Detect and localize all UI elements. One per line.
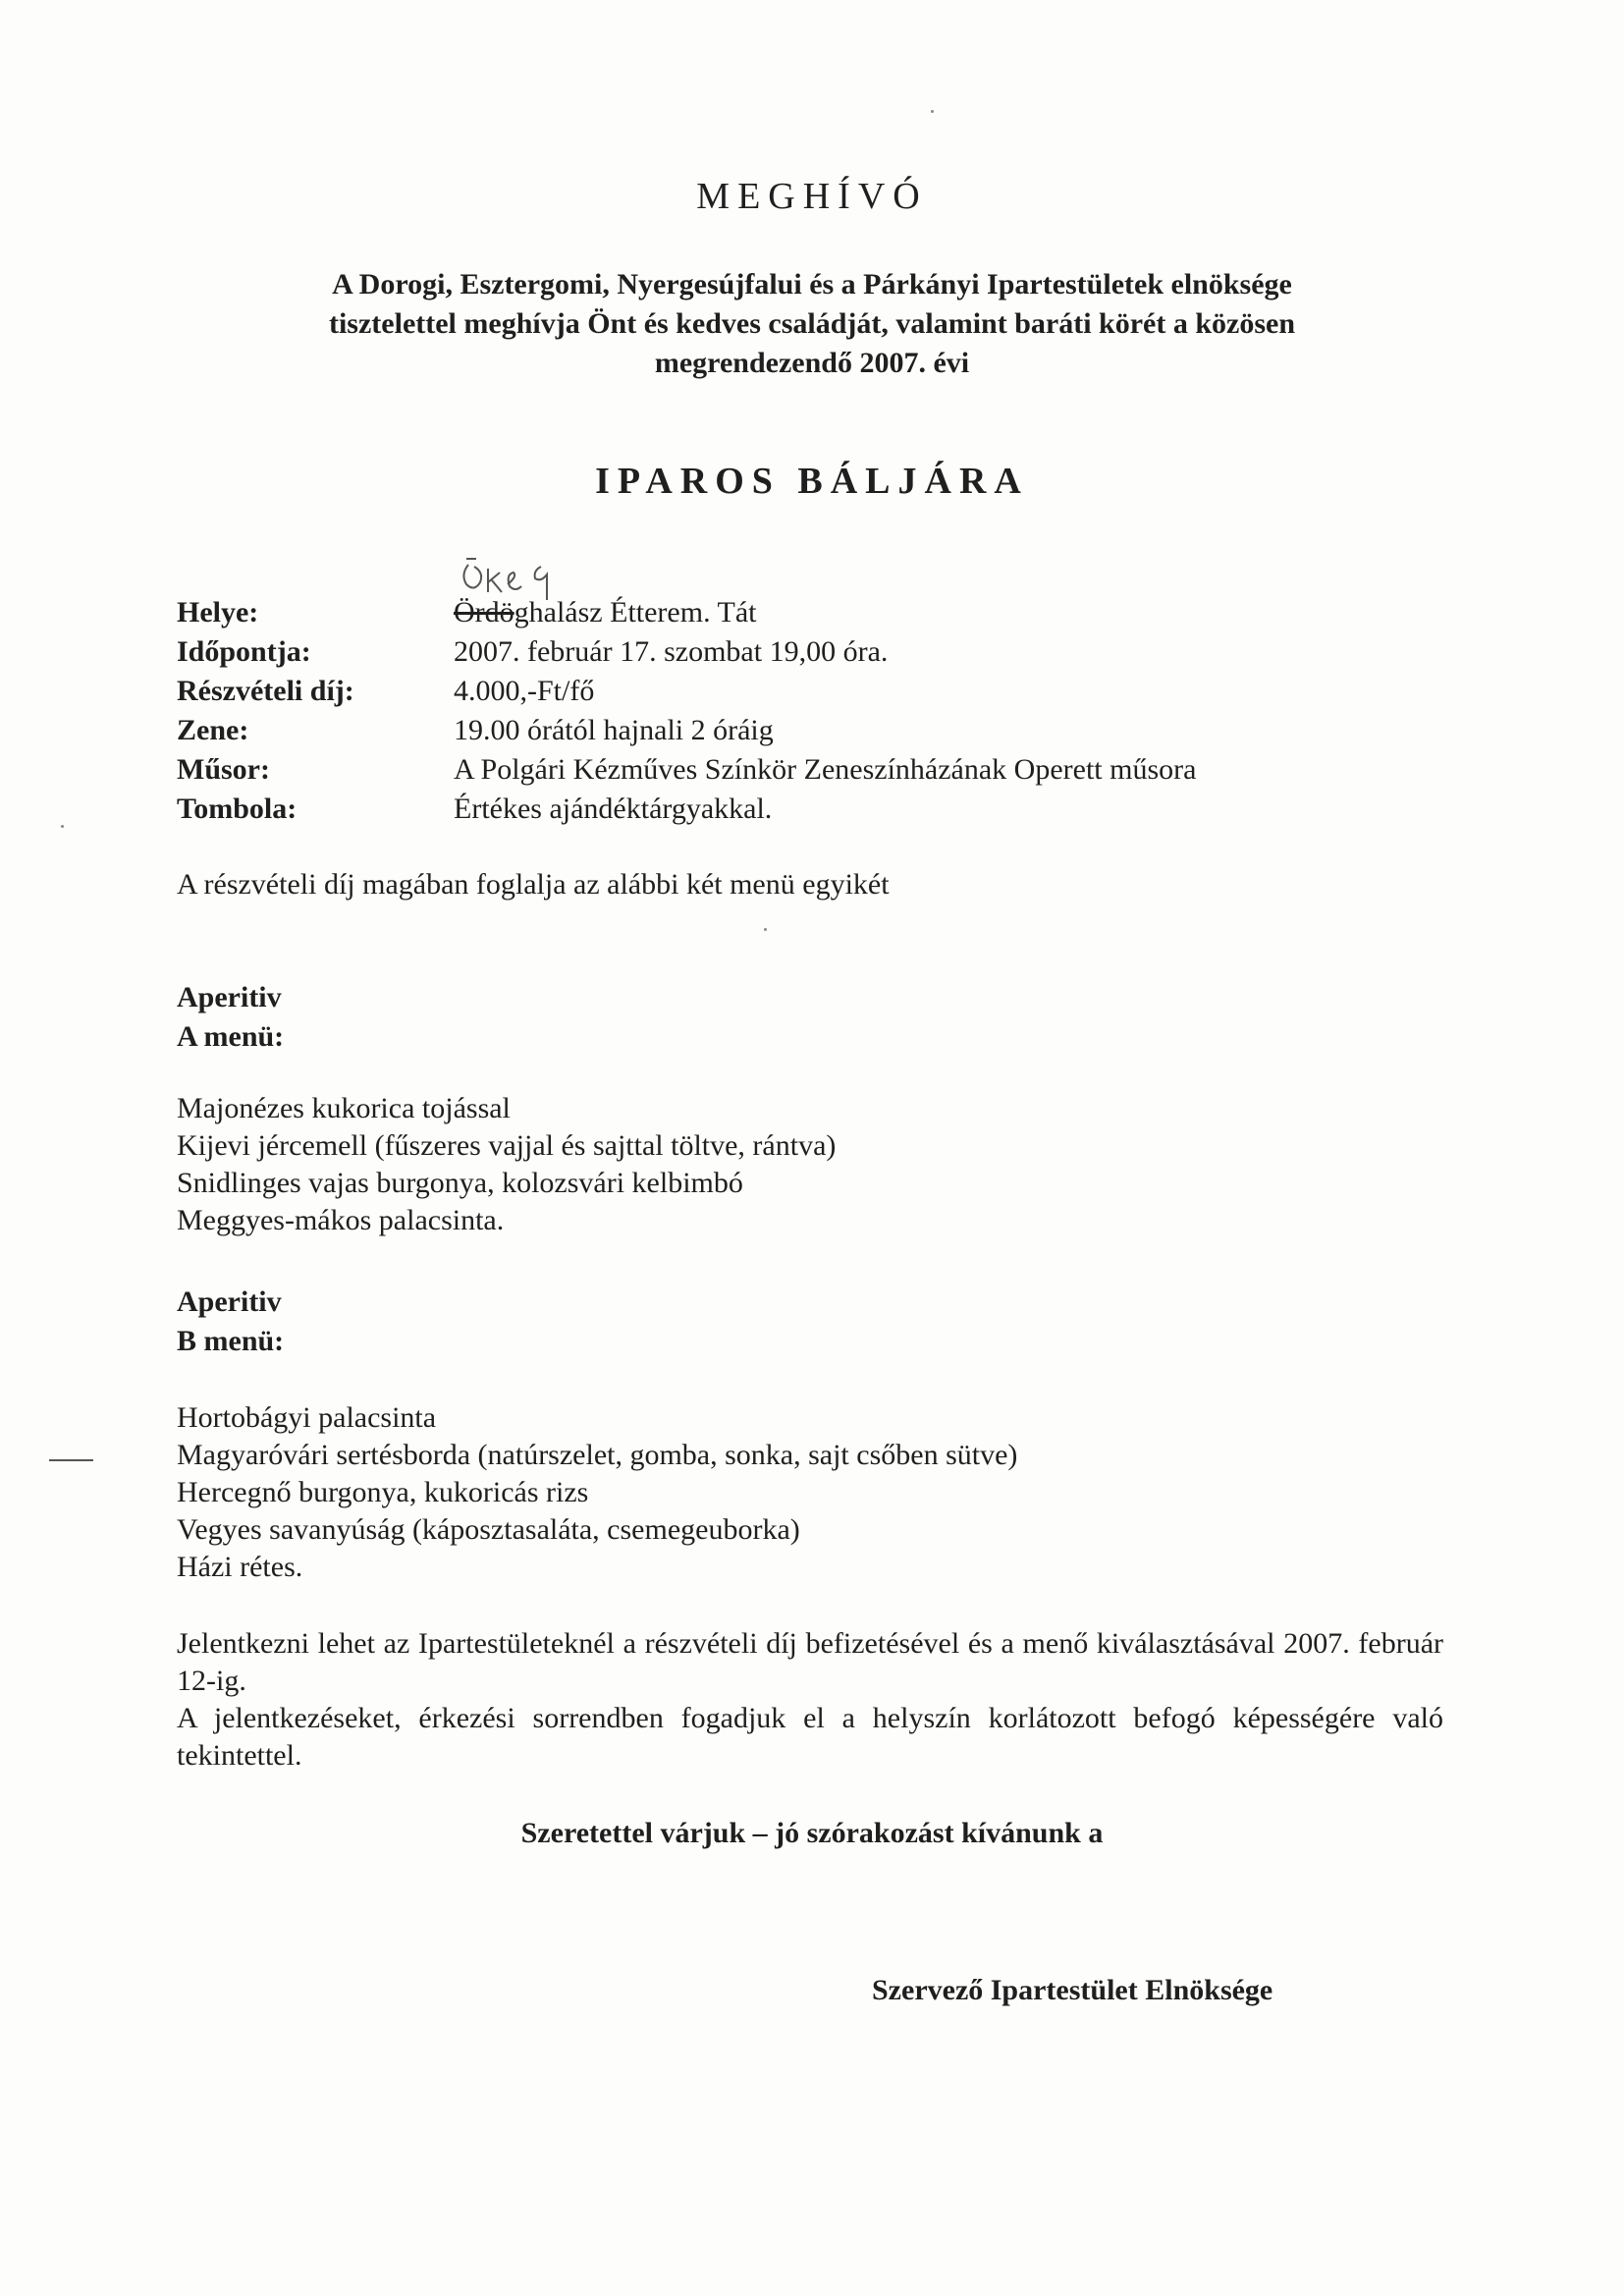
intro-line: megrendezendő 2007. évi: [654, 347, 970, 379]
signup-info: [177, 1625, 1443, 1775]
menu-a-items: [177, 1090, 836, 1239]
detail-label: Időpontja:: [177, 635, 311, 668]
menu-item: Snidlinges vajas burgonya, kolozsvári kelbimbó: [177, 1167, 743, 1199]
scan-speck: [61, 825, 64, 828]
margin-mark: [49, 1459, 93, 1461]
intro-line: tisztelettel meghívja Önt és kedves családját, valamint baráti körét a közösen: [328, 307, 1296, 340]
intro-line: A Dorogi, Esztergomi, Nyergesújfalui és a Párkányi Ipartestületek elnöksége: [332, 268, 1292, 301]
signup-paragraph: A jelentkezéseket, érkezési sorrendben fogadjuk el a helyszín korlátozott befogó képességére való tekintettel.: [177, 1702, 1443, 1772]
menu-item: Meggyes-mákos palacsinta.: [177, 1204, 505, 1236]
menu-item: Magyaróvári sertésborda (natúrszelet, gomba, sonka, sajt csőben sütve): [177, 1439, 1018, 1471]
menu-a-heading: [177, 978, 284, 1057]
detail-row-fee: [177, 672, 1453, 711]
detail-value: 2007. február 17. szombat 19,00 óra.: [454, 635, 889, 668]
scan-speck: [931, 110, 934, 113]
detail-value: [454, 593, 1453, 632]
document-title: MEGHÍVÓ: [696, 176, 928, 217]
detail-row-location: [177, 593, 1453, 632]
scan-speck: [764, 928, 767, 931]
detail-row-raffle: [177, 790, 1453, 829]
detail-value: 4.000,-Ft/fő: [454, 675, 595, 707]
detail-row-music: [177, 711, 1453, 750]
menu-a-name: A menü:: [177, 1020, 285, 1053]
menu-item: Házi rétes.: [177, 1551, 303, 1583]
detail-row-program: [177, 750, 1453, 790]
detail-value: Értékes ajándéktárgyakkal.: [454, 793, 773, 825]
menu-item: Vegyes savanyúság (káposztasaláta, csemegeuborka): [177, 1513, 800, 1546]
detail-label: Műsor:: [177, 753, 270, 786]
detail-label: Helye:: [177, 596, 259, 629]
aperitiv-label: Aperitiv: [177, 1285, 282, 1318]
detail-value: 19.00 órától hajnali 2 óráig: [454, 714, 774, 746]
detail-label: Zene:: [177, 714, 249, 746]
menu-b-heading: [177, 1283, 284, 1361]
aperitiv-label: Aperitiv: [177, 981, 282, 1013]
menu-b-items: [177, 1399, 1017, 1586]
event-title: IPAROS BÁLJÁRA: [595, 461, 1029, 502]
menu-b-name: B menü:: [177, 1325, 285, 1357]
event-details: [177, 593, 1453, 829]
signature: Szervező Ipartestület Elnöksége: [872, 1974, 1273, 2006]
menu-intro: A részvételi díj magában foglalja az alábbi két menü egyikét: [177, 868, 890, 901]
detail-value: A Polgári Kézműves Színkör Zeneszínházának Operett műsora: [454, 753, 1197, 786]
detail-row-time: [177, 632, 1453, 672]
signup-paragraph: Jelentkezni lehet az Ipartestületeknél a részvételi díj befizetésével és a menő kiválasztásával 2007. február 12-ig.: [177, 1627, 1443, 1697]
detail-value-text: ghalász Étterem. Tát: [514, 596, 757, 629]
menu-item: Kijevi jércemell (fűszeres vajjal és sajttal töltve, rántva): [177, 1129, 837, 1162]
detail-label: Részvételi díj:: [177, 675, 354, 707]
intro-paragraph: [196, 265, 1428, 383]
detail-label: Tombola:: [177, 793, 298, 825]
closing-line: Szeretettel várjuk – jó szórakozást kívánunk a: [520, 1817, 1104, 1849]
menu-item: Hortobágyi palacsinta: [177, 1401, 437, 1434]
menu-item: Hercegnő burgonya, kukoricás rizs: [177, 1476, 589, 1508]
menu-item: Majonézes kukorica tojással: [177, 1092, 511, 1124]
struck-text: Ördö: [454, 596, 514, 629]
